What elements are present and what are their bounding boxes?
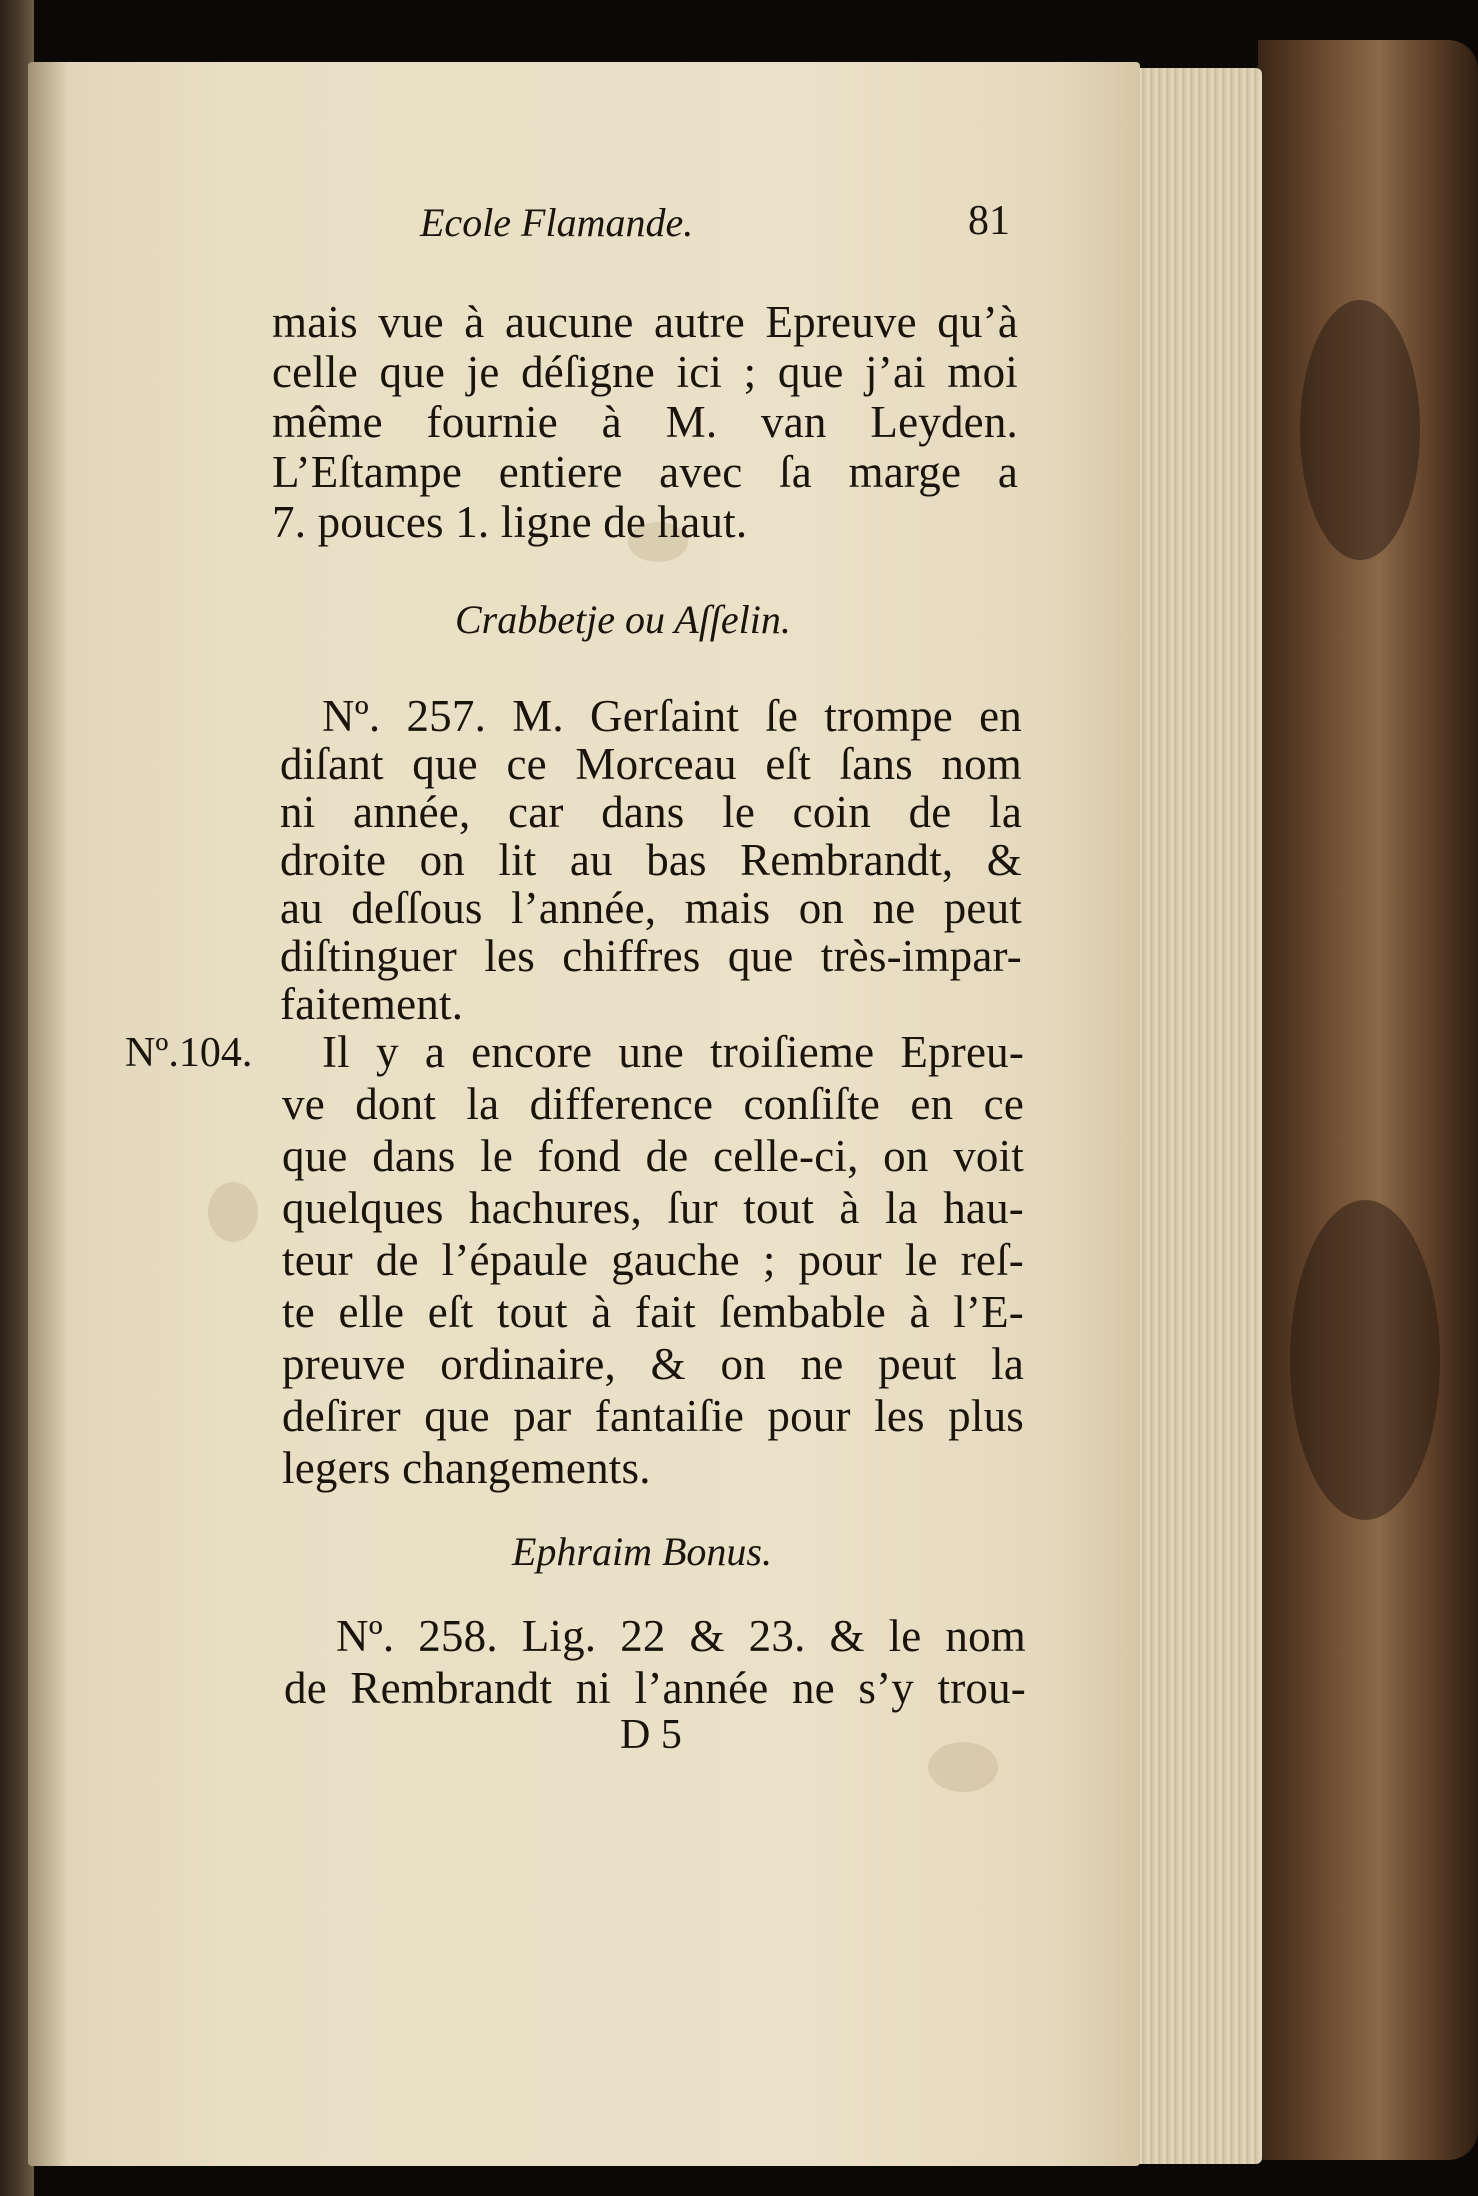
text-line: Nº. 257. M. Gerſaint ſe trompe en [322, 694, 1022, 741]
text-line: diſant que ce Morceau eſt ſans nom [280, 742, 1022, 789]
text-line: quelques hachures, ſur tout à la hau- [282, 1186, 1024, 1233]
text-line: deſirer que par fantaiſie pour les plus [282, 1394, 1024, 1441]
gutter-shadow [28, 62, 68, 2166]
text-line: même fournie à M. van Leyden. [272, 400, 1018, 447]
text-line: Il y a encore une troiſieme Epreu- [322, 1030, 1024, 1077]
section-heading: Ephraim Bonus. [512, 1529, 772, 1574]
running-head: Ecole Flamande. [420, 200, 694, 245]
text-line: que dans le fond de celle-ci, on voit [282, 1134, 1024, 1181]
text-line: Nº. 258. Lig. 22 & 23. & le nom [336, 1614, 1026, 1661]
text-line: L’Eſtampe entiere avec ſa marge a [272, 450, 1018, 497]
text-line: de Rembrandt ni l’année ne s’y trou- [284, 1666, 1026, 1713]
text-line: ni année, car dans le coin de la [280, 790, 1022, 837]
text-line: celle que je déſigne ici ; que j’ai moi [272, 350, 1018, 397]
text-line: mais vue à aucune autre Epreuve qu’à [272, 300, 1018, 347]
text-line: au deſſous l’année, mais on ne peut [280, 886, 1022, 933]
text-line: teur de l’épaule gauche ; pour le reſ- [282, 1238, 1024, 1285]
text-line: ve dont la difference conſiſte en ce [282, 1082, 1024, 1129]
signature-mark: D 5 [620, 1712, 682, 1758]
cover-stain [1290, 1200, 1440, 1520]
cover-stain [1300, 300, 1420, 560]
text-line: legers changements. [282, 1443, 651, 1493]
page-number: 81 [968, 198, 1010, 244]
section-heading: Crabbetje ou Aſſelin. [455, 597, 791, 642]
marginal-note: Nº.104. [125, 1030, 253, 1076]
foxing-spot [208, 1182, 258, 1242]
text-line: faitement. [280, 979, 464, 1029]
text-line: droite on lit au bas Rembrandt, & [280, 838, 1022, 885]
text-line: preuve ordinaire, & on ne peut la [282, 1342, 1024, 1389]
page-block-edge [1130, 68, 1262, 2164]
text-line: 7. pouces 1. ligne de haut. [272, 497, 748, 547]
text-line: diſtinguer les chiffres que très-impar- [280, 934, 1022, 981]
text-line: te elle eſt tout à fait ſembable à l’E- [282, 1290, 1024, 1337]
foxing-spot [928, 1742, 998, 1792]
